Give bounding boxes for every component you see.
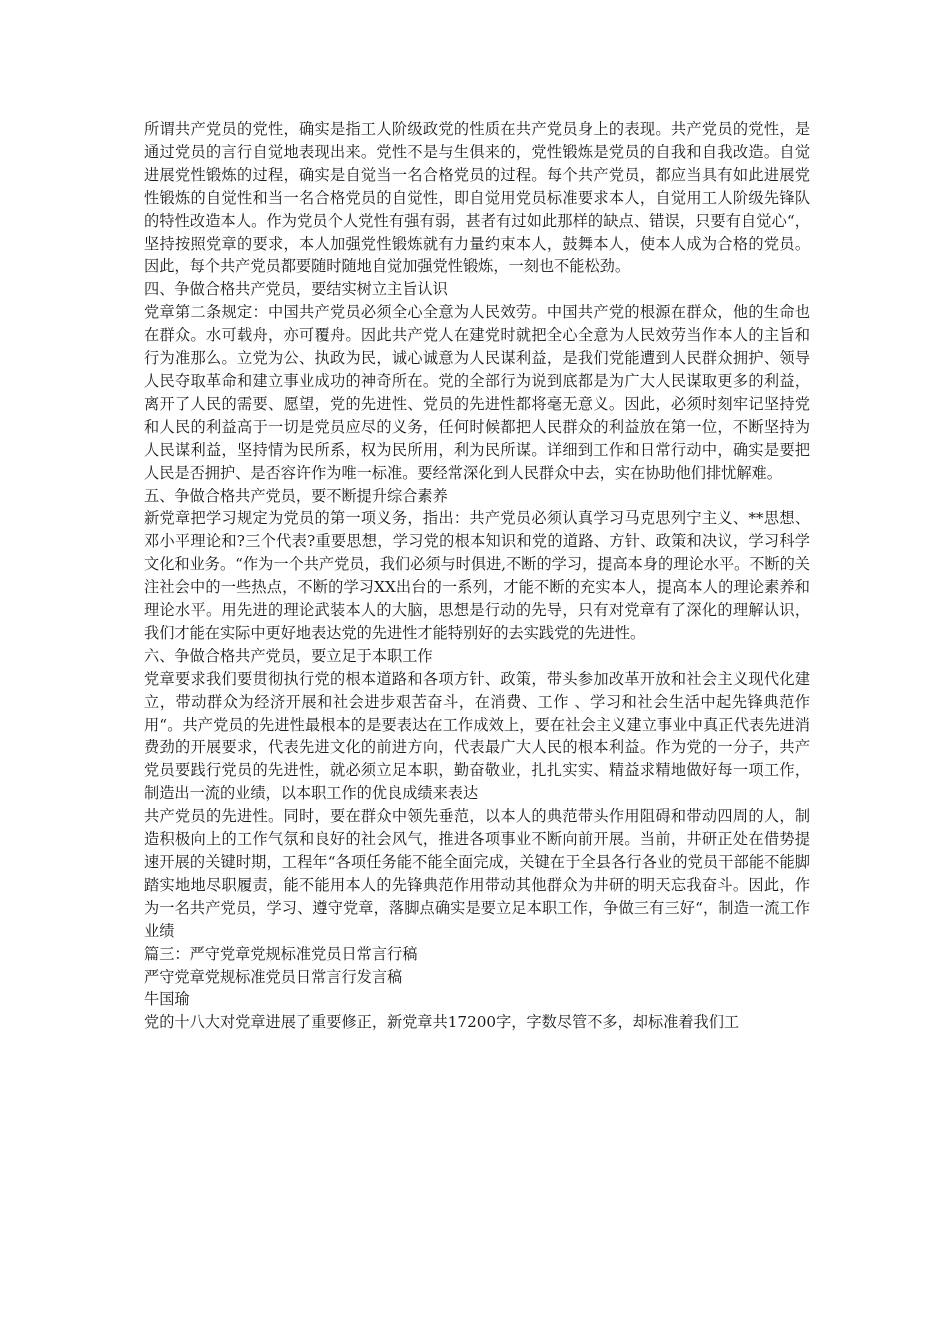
paragraph-party-nature: 所谓共产党员的党性，确实是指工人阶级政党的性质在共产党员身上的表现。共产党员的党性，是通过党员的言行自觉地表现出来。党性不是与生俱来的，党性锻炼是党员的自我和自我改造。自觉进展党性锻炼的过程，确实是自觉当一名合格党员的过程。每个共产党员，都应当具有如此进展党性锻炼的自觉性和当一名合格党员的自觉性，即自觉用党员标准要求本人，自觉用工人阶级先锋队的特性改造本人。作为党员个人党性有强有弱，甚者有过如此那样的缺点、错误，只要有自觉心“，坚持按照党章的要求，本人加强党性锻炼就有力量约束本人，鼓舞本人，使本人成为合格的党员。因此，每个共产党员都要随时随地自觉加强党性锻炼，一刻也不能松劲。 — [144, 120, 810, 276]
paragraph-purpose: 党章第二条规定：中国共产党员必须全心全意为人民效劳。中国共产党的根源在群众，他的生命也在群众。水可载舟，亦可覆舟。因此共产党人在建党时就把全心全意为人民效劳当作本人的主旨和行为准那么。立党为公、执政为民，诚心诚意为人民谋利益，是我们党能遭到人民群众拥护、领导人民夺取革命和建立事业成功的神奇所在。党的全部行为说到底都是为广大人民谋取更多的利益，离开了人民的需要、愿望，党的先进性、党员的先进性都将毫无意义。因此，必须时刻牢记坚持党和人民的利益高于一切是党员应尽的义务，任何时候都把人民群众的利益放在第一位，不断坚持为人民谋利益，坚持情为民所系，权为民所用，利为民所谋。详细到工作和日常行动中，确实是要把人民是否拥护、是否容许作为唯一标准。要经常深化到人民群众中去，实在协助他们排忧解难。 — [144, 303, 810, 482]
speech-title: 严守党章党规标准党员日常言行发言稿 — [144, 967, 403, 986]
document-body — [144, 118, 810, 1034]
heading-section-4: 四、争做合格共产党员，要结实树立主旨认识 — [144, 280, 448, 299]
paragraph-party-constitution: 党的十八大对党章进展了重要修正，新党章共17200字，字数尽管不多，却标准着我们工 — [144, 1013, 740, 1032]
heading-section-5: 五、争做合格共产党员，要不断提升综合素养 — [144, 486, 448, 505]
heading-section-6: 六、争做合格共产党员，要立足于本职工作 — [144, 646, 433, 665]
article-3-title: 篇三：严守党章党规标准党员日常言行稿 — [144, 944, 418, 963]
paragraph-job-duty: 党章要求我们要贯彻执行党的根本道路和各项方针、政策，带头参加改革开放和社会主义现代化建立，带动群众为经济开展和社会进步艰苦奋斗，在消费、工作 、学习和社会生活中起先锋典范作用“。共产党员的先进性最根本的是要表达在工作成效上，要在社会主义建立事业中真正代表先进消费劲的开展要求，代表先进文化的前进方向，代表最广大人民的根本利益。作为党的一分子，共产党员要践行党员的先进性，就必须立足本职，勤奋敬业，扎扎实实、精益求精地做好每一项工作，制造出一流的业绩，以本职工作的优良成绩来表达 — [144, 669, 810, 803]
author-name: 牛国瑜 — [144, 990, 190, 1009]
paragraph-advanced-nature: 共产党员的先进性。同时，要在群众中领先垂范，以本人的典范带头作用阻碍和带动四周的人，制造积极向上的工作气氛和良好的社会风气，推进各项事业不断向前开展。当前，井研正处在借势提速开展的关键时期，工程年“各项任务能不能全面完成，关键在于全县各行各业的党员干部能不能脚踏实地地尽职履责，能不能用本人的先锋典范作用带动其他群众为井研的明天忘我奋斗。因此，作为一名共产党员，学习、遵守党章，落脚点确实是要立足本职工作，争做三有三好“，制造一流工作业绩 — [144, 807, 810, 940]
paragraph-study: 新党章把学习规定为党员的第一项义务，指出：共产党员必须认真学习马克思列宁主义、**思想、邓小平理论和?三个代表?重要思想，学习党的根本知识和党的道路、方针、政策和决议，学习科学文化和业务。“作为一个共产党员，我们必须与时俱进,不断的学习，提高本身的理论水平。不断的关注社会中的一些热点，不断的学习XX出台的一系列，才能不断的充实本人，提高本人的理论素养和理论水平。用先进的理论武装本人的大脑，思想是行动的先导，只有对党章有了深化的理解认识，我们才能在实际中更好地表达党的先进性才能特别好的去实践党的先进性。 — [144, 509, 810, 642]
